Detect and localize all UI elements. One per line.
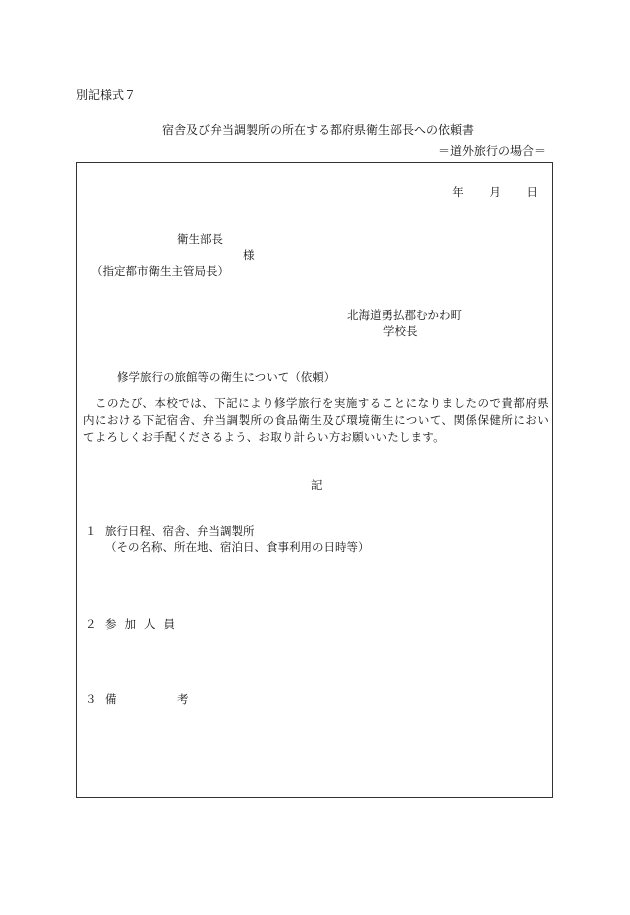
recipient-sub: （指定都市衛生主管局長）: [91, 264, 229, 278]
item-2-number: ２: [85, 617, 97, 631]
item-3-label-b: 考: [177, 692, 189, 706]
date-month: 月: [489, 185, 501, 199]
body-paragraph: このたび、本校では、下記により修学旅行を実施することになりましたので貴都府県内における下記宿舎、弁当調製所の食品衛生及び環境衛生について、関係保健所においてよろしくお手配くださるよう、お取り計らい方お願いいたします。: [83, 396, 549, 444]
document-title: 宿舎及び弁当調製所の所在する都府県衛生部長への依頼書: [162, 123, 475, 137]
form-number: 別記様式７: [76, 88, 137, 102]
item-2-label: 参加人員: [105, 617, 183, 631]
subject-line: 修学旅行の旅館等の衛生について（依頼）: [117, 370, 336, 384]
date-line: [452, 184, 538, 200]
letter-frame: [76, 162, 553, 798]
item-3-label-a: 備: [105, 692, 117, 706]
item-1-label: 旅行日程、宿舎、弁当調製所: [105, 524, 255, 538]
item-1-sub: （その名称、所在地、宿泊日、食事利用の日時等）: [105, 540, 370, 554]
date-year: 年: [452, 185, 464, 199]
sender-title: 学校長: [383, 324, 418, 338]
item-3-number: ３: [85, 692, 97, 706]
date-day: 日: [526, 185, 538, 199]
item-1-number: １: [85, 524, 97, 538]
sender-address: 北海道勇払郡むかわ町: [347, 308, 462, 322]
ki-heading: 記: [311, 478, 323, 492]
document-subtitle: ＝道外旅行の場合＝: [437, 144, 546, 158]
recipient-title: 衛生部長: [177, 232, 223, 246]
recipient-honorific: 様: [243, 248, 255, 262]
